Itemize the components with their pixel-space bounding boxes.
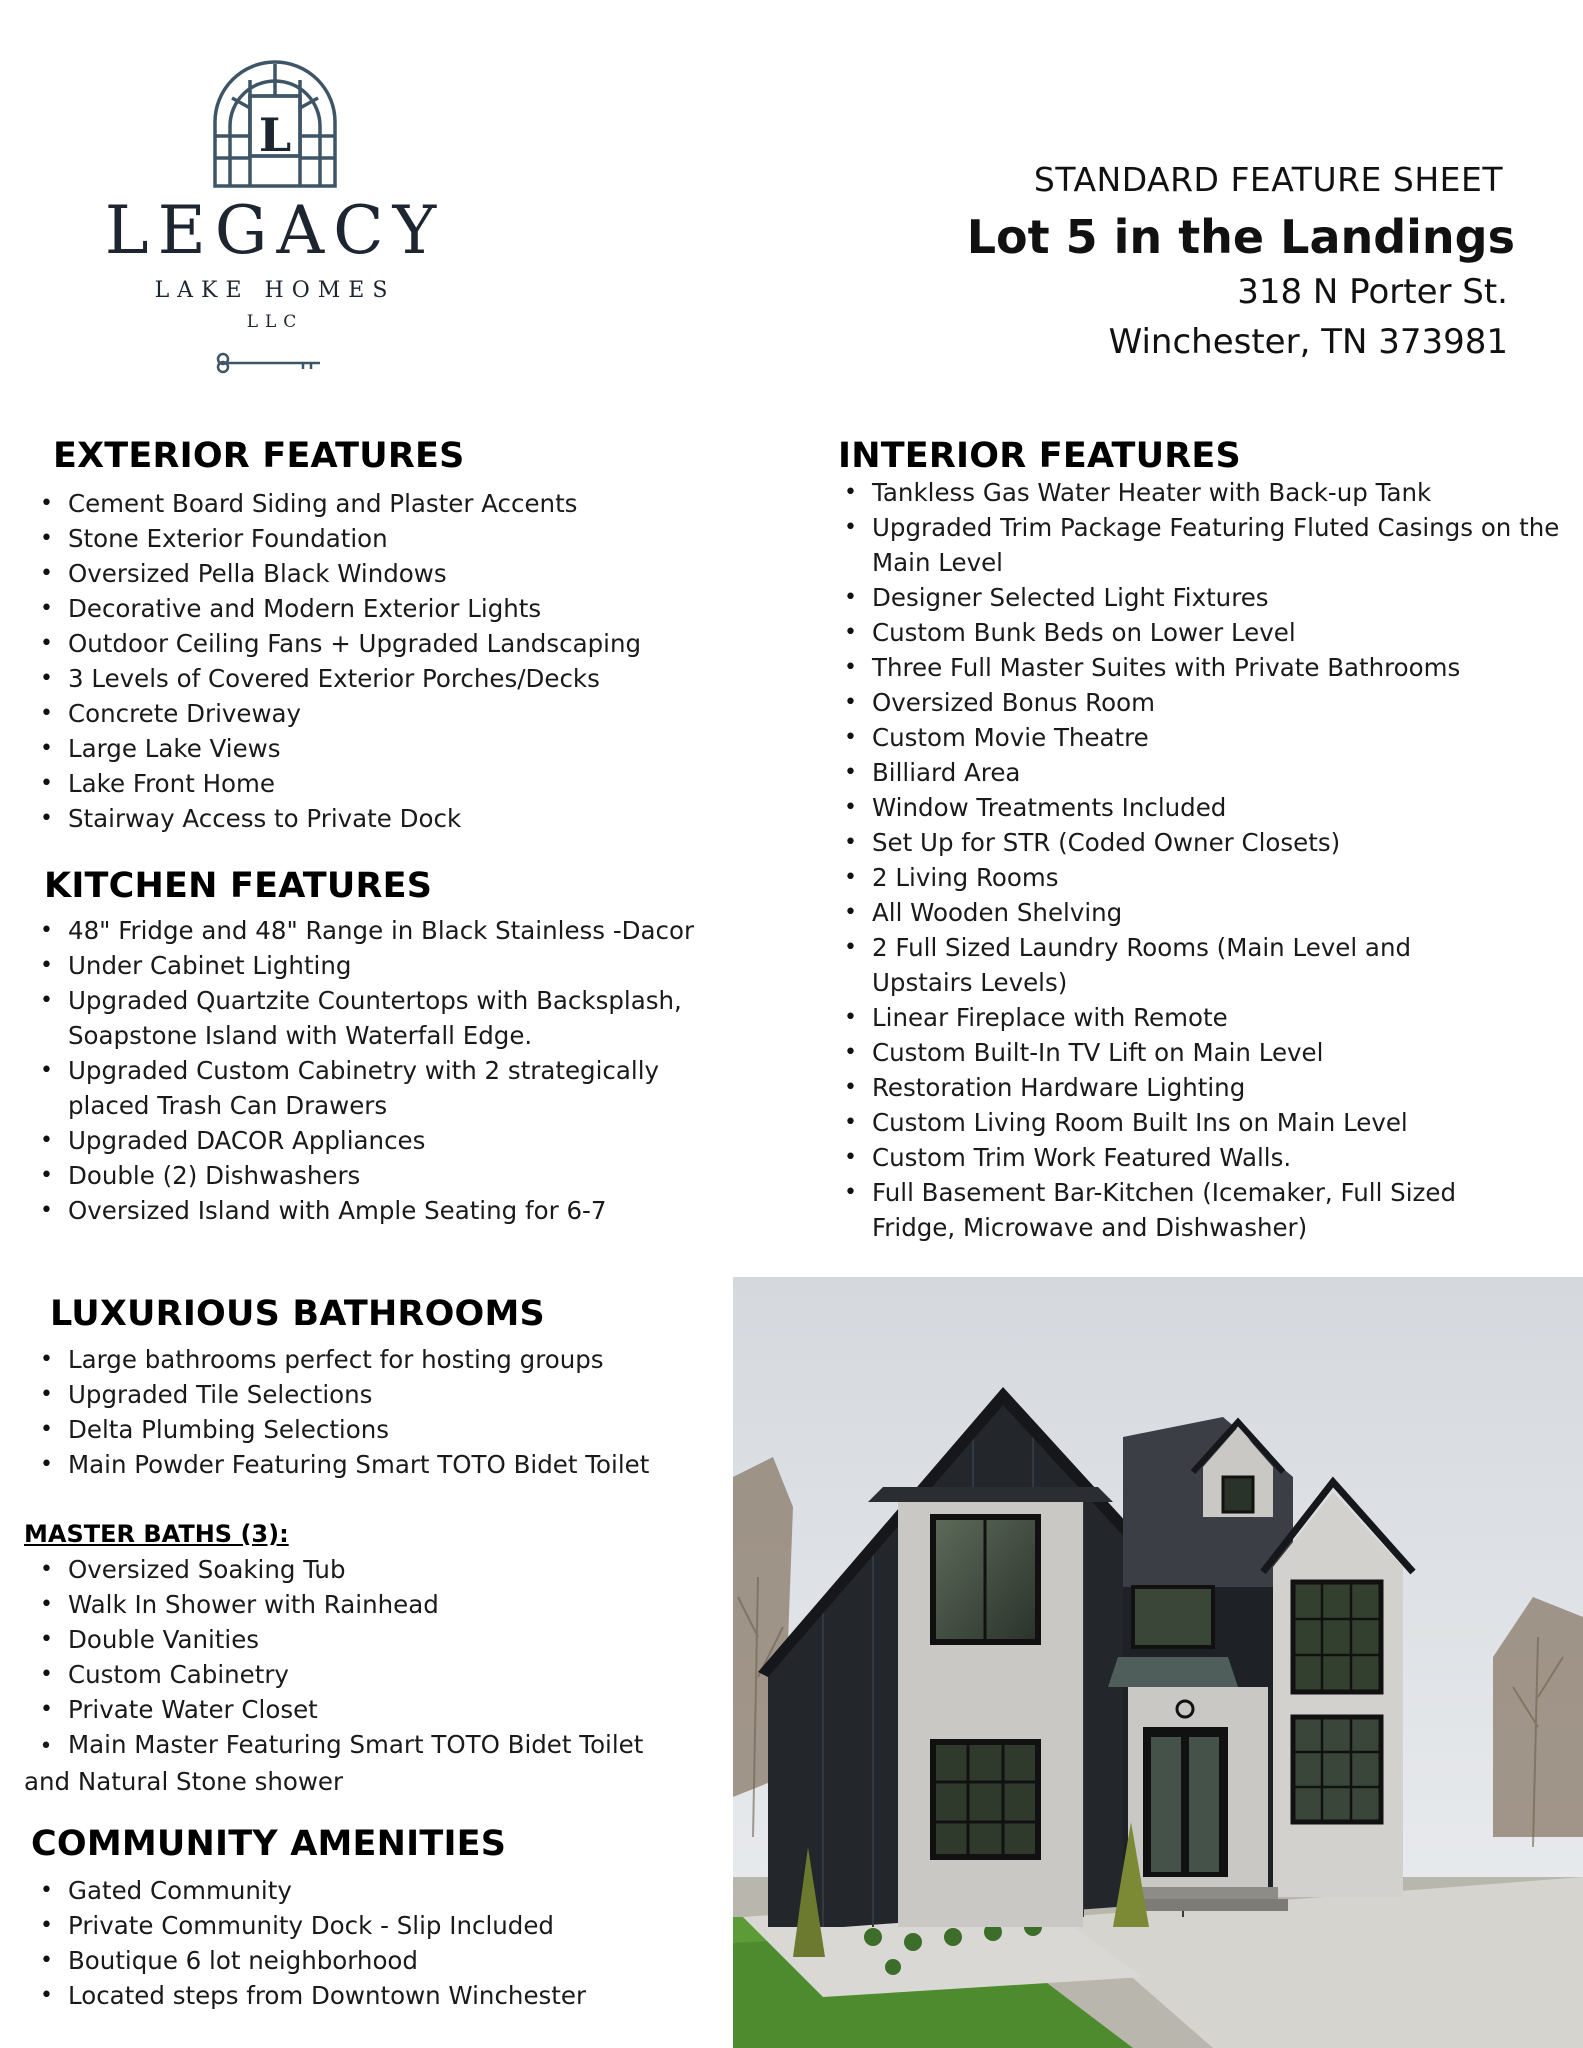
list-item: • Custom Living Room Built Ins on Main Level bbox=[838, 1105, 1538, 1140]
list-item: • Upgraded Trim Package Featuring Fluted Casings on the Main Level bbox=[838, 510, 1572, 580]
list-item: • Billiard Area bbox=[838, 755, 1538, 790]
list-item: • Large Lake Views bbox=[34, 731, 754, 766]
list-item: • Oversized Soaking Tub bbox=[34, 1552, 734, 1587]
list-item: • Oversized Island with Ample Seating for 6-7 bbox=[34, 1193, 734, 1228]
logo-brand-name: LEGACY bbox=[104, 192, 446, 269]
key-icon bbox=[215, 352, 325, 374]
street-address: 318 N Porter St. bbox=[1237, 272, 1508, 312]
interior-features-list bbox=[838, 475, 1560, 1245]
list-item: • Oversized Bonus Room bbox=[838, 685, 1538, 720]
list-item: • Double (2) Dishwashers bbox=[34, 1158, 734, 1193]
list-item: • Lake Front Home bbox=[34, 766, 754, 801]
list-item: • Upgraded Custom Cabinetry with 2 strategically placed Trash Can Drawers bbox=[34, 1053, 738, 1123]
lot-title: Lot 5 in the Landings bbox=[966, 210, 1515, 264]
list-item: • Custom Trim Work Featured Walls. bbox=[838, 1140, 1538, 1175]
master-bath-features-list bbox=[34, 1552, 734, 1727]
list-item: • Walk In Shower with Rainhead bbox=[34, 1587, 734, 1622]
list-item: • Upgraded Quartzite Countertops with Backsplash, Soapstone Island with Waterfall Edge. bbox=[34, 983, 728, 1053]
list-item: • 48" Fridge and 48" Range in Black Stainless -Dacor bbox=[34, 913, 734, 948]
community-amenities-list bbox=[34, 1873, 734, 2013]
bullet-icon: • bbox=[39, 1734, 53, 1759]
list-item: • Window Treatments Included bbox=[838, 790, 1538, 825]
logo-subtitle: LAKE HOMES bbox=[154, 278, 396, 303]
bathrooms-heading: LUXURIOUS BATHROOMS bbox=[50, 1294, 545, 1334]
list-item: • Private Water Closet bbox=[34, 1692, 734, 1727]
list-item: • Gated Community bbox=[34, 1873, 734, 1908]
master-bath-last-item bbox=[24, 1727, 724, 1799]
list-item: • Custom Bunk Beds on Lower Level bbox=[838, 615, 1538, 650]
list-item: • Located steps from Downtown Winchester bbox=[34, 1978, 734, 2013]
list-item: • Large bathrooms perfect for hosting groups bbox=[34, 1342, 734, 1377]
master-baths-heading: MASTER BATHS (3): bbox=[24, 1520, 289, 1548]
list-item: • Restoration Hardware Lighting bbox=[838, 1070, 1538, 1105]
bathroom-features-list bbox=[34, 1342, 734, 1482]
list-item: • Stairway Access to Private Dock bbox=[34, 801, 754, 836]
list-item: • Delta Plumbing Selections bbox=[34, 1412, 734, 1447]
list-item: • Linear Fireplace with Remote bbox=[838, 1000, 1538, 1035]
list-item: • Designer Selected Light Fixtures bbox=[838, 580, 1538, 615]
list-item: • Boutique 6 lot neighborhood bbox=[34, 1943, 734, 1978]
list-item: • 2 Full Sized Laundry Rooms (Main Level and Upstairs Levels) bbox=[838, 930, 1472, 1000]
list-item: • Custom Cabinetry bbox=[34, 1657, 734, 1692]
list-item: • Three Full Master Suites with Private Bathrooms bbox=[838, 650, 1538, 685]
list-item-line: Main Master Featuring Smart TOTO Bidet Toilet bbox=[68, 1730, 644, 1759]
exterior-features-heading: EXTERIOR FEATURES bbox=[53, 436, 465, 476]
list-item: • Cement Board Siding and Plaster Accents bbox=[34, 486, 754, 521]
city-state-zip: Winchester, TN 373981 bbox=[1108, 322, 1508, 362]
list-item: • Outdoor Ceiling Fans + Upgraded Landscaping bbox=[34, 626, 754, 661]
exterior-features-list bbox=[34, 486, 754, 836]
house-illustration bbox=[733, 1277, 1583, 2048]
list-item: • Custom Built-In TV Lift on Main Level bbox=[838, 1035, 1538, 1070]
interior-features-heading: INTERIOR FEATURES bbox=[838, 436, 1241, 476]
list-item: • Oversized Pella Black Windows bbox=[34, 556, 754, 591]
list-item: • Upgraded DACOR Appliances bbox=[34, 1123, 734, 1158]
list-item: • Decorative and Modern Exterior Lights bbox=[34, 591, 754, 626]
list-item: • Double Vanities bbox=[34, 1622, 734, 1657]
list-item: • All Wooden Shelving bbox=[838, 895, 1538, 930]
list-item-line: and Natural Stone shower bbox=[24, 1767, 344, 1796]
list-item: • Stone Exterior Foundation bbox=[34, 521, 754, 556]
list-item: • Set Up for STR (Coded Owner Closets) bbox=[838, 825, 1538, 860]
list-item: • Concrete Driveway bbox=[34, 696, 754, 731]
list-item: • Under Cabinet Lighting bbox=[34, 948, 734, 983]
logo-initial: L bbox=[258, 108, 292, 162]
list-item: • Private Community Dock - Slip Included bbox=[34, 1908, 734, 1943]
list-item: • Upgraded Tile Selections bbox=[34, 1377, 734, 1412]
community-amenities-heading: COMMUNITY AMENITIES bbox=[31, 1824, 507, 1864]
sheet-label: STANDARD FEATURE SHEET bbox=[1033, 160, 1503, 199]
kitchen-features-heading: KITCHEN FEATURES bbox=[44, 866, 433, 906]
list-item: • 3 Levels of Covered Exterior Porches/Decks bbox=[34, 661, 754, 696]
list-item: • Custom Movie Theatre bbox=[838, 720, 1538, 755]
house-exterior-photo bbox=[733, 1277, 1583, 2048]
kitchen-features-list bbox=[34, 913, 734, 1228]
list-item: • Main Powder Featuring Smart TOTO Bidet Toilet bbox=[34, 1447, 734, 1482]
list-item: • Full Basement Bar-Kitchen (Icemaker, Full Sized Fridge, Microwave and Dishwasher) bbox=[838, 1175, 1542, 1245]
list-item: • Tankless Gas Water Heater with Back-up Tank bbox=[838, 475, 1538, 510]
list-item: • 2 Living Rooms bbox=[838, 860, 1538, 895]
company-logo bbox=[90, 60, 460, 390]
logo-suffix: LLC bbox=[246, 312, 304, 332]
